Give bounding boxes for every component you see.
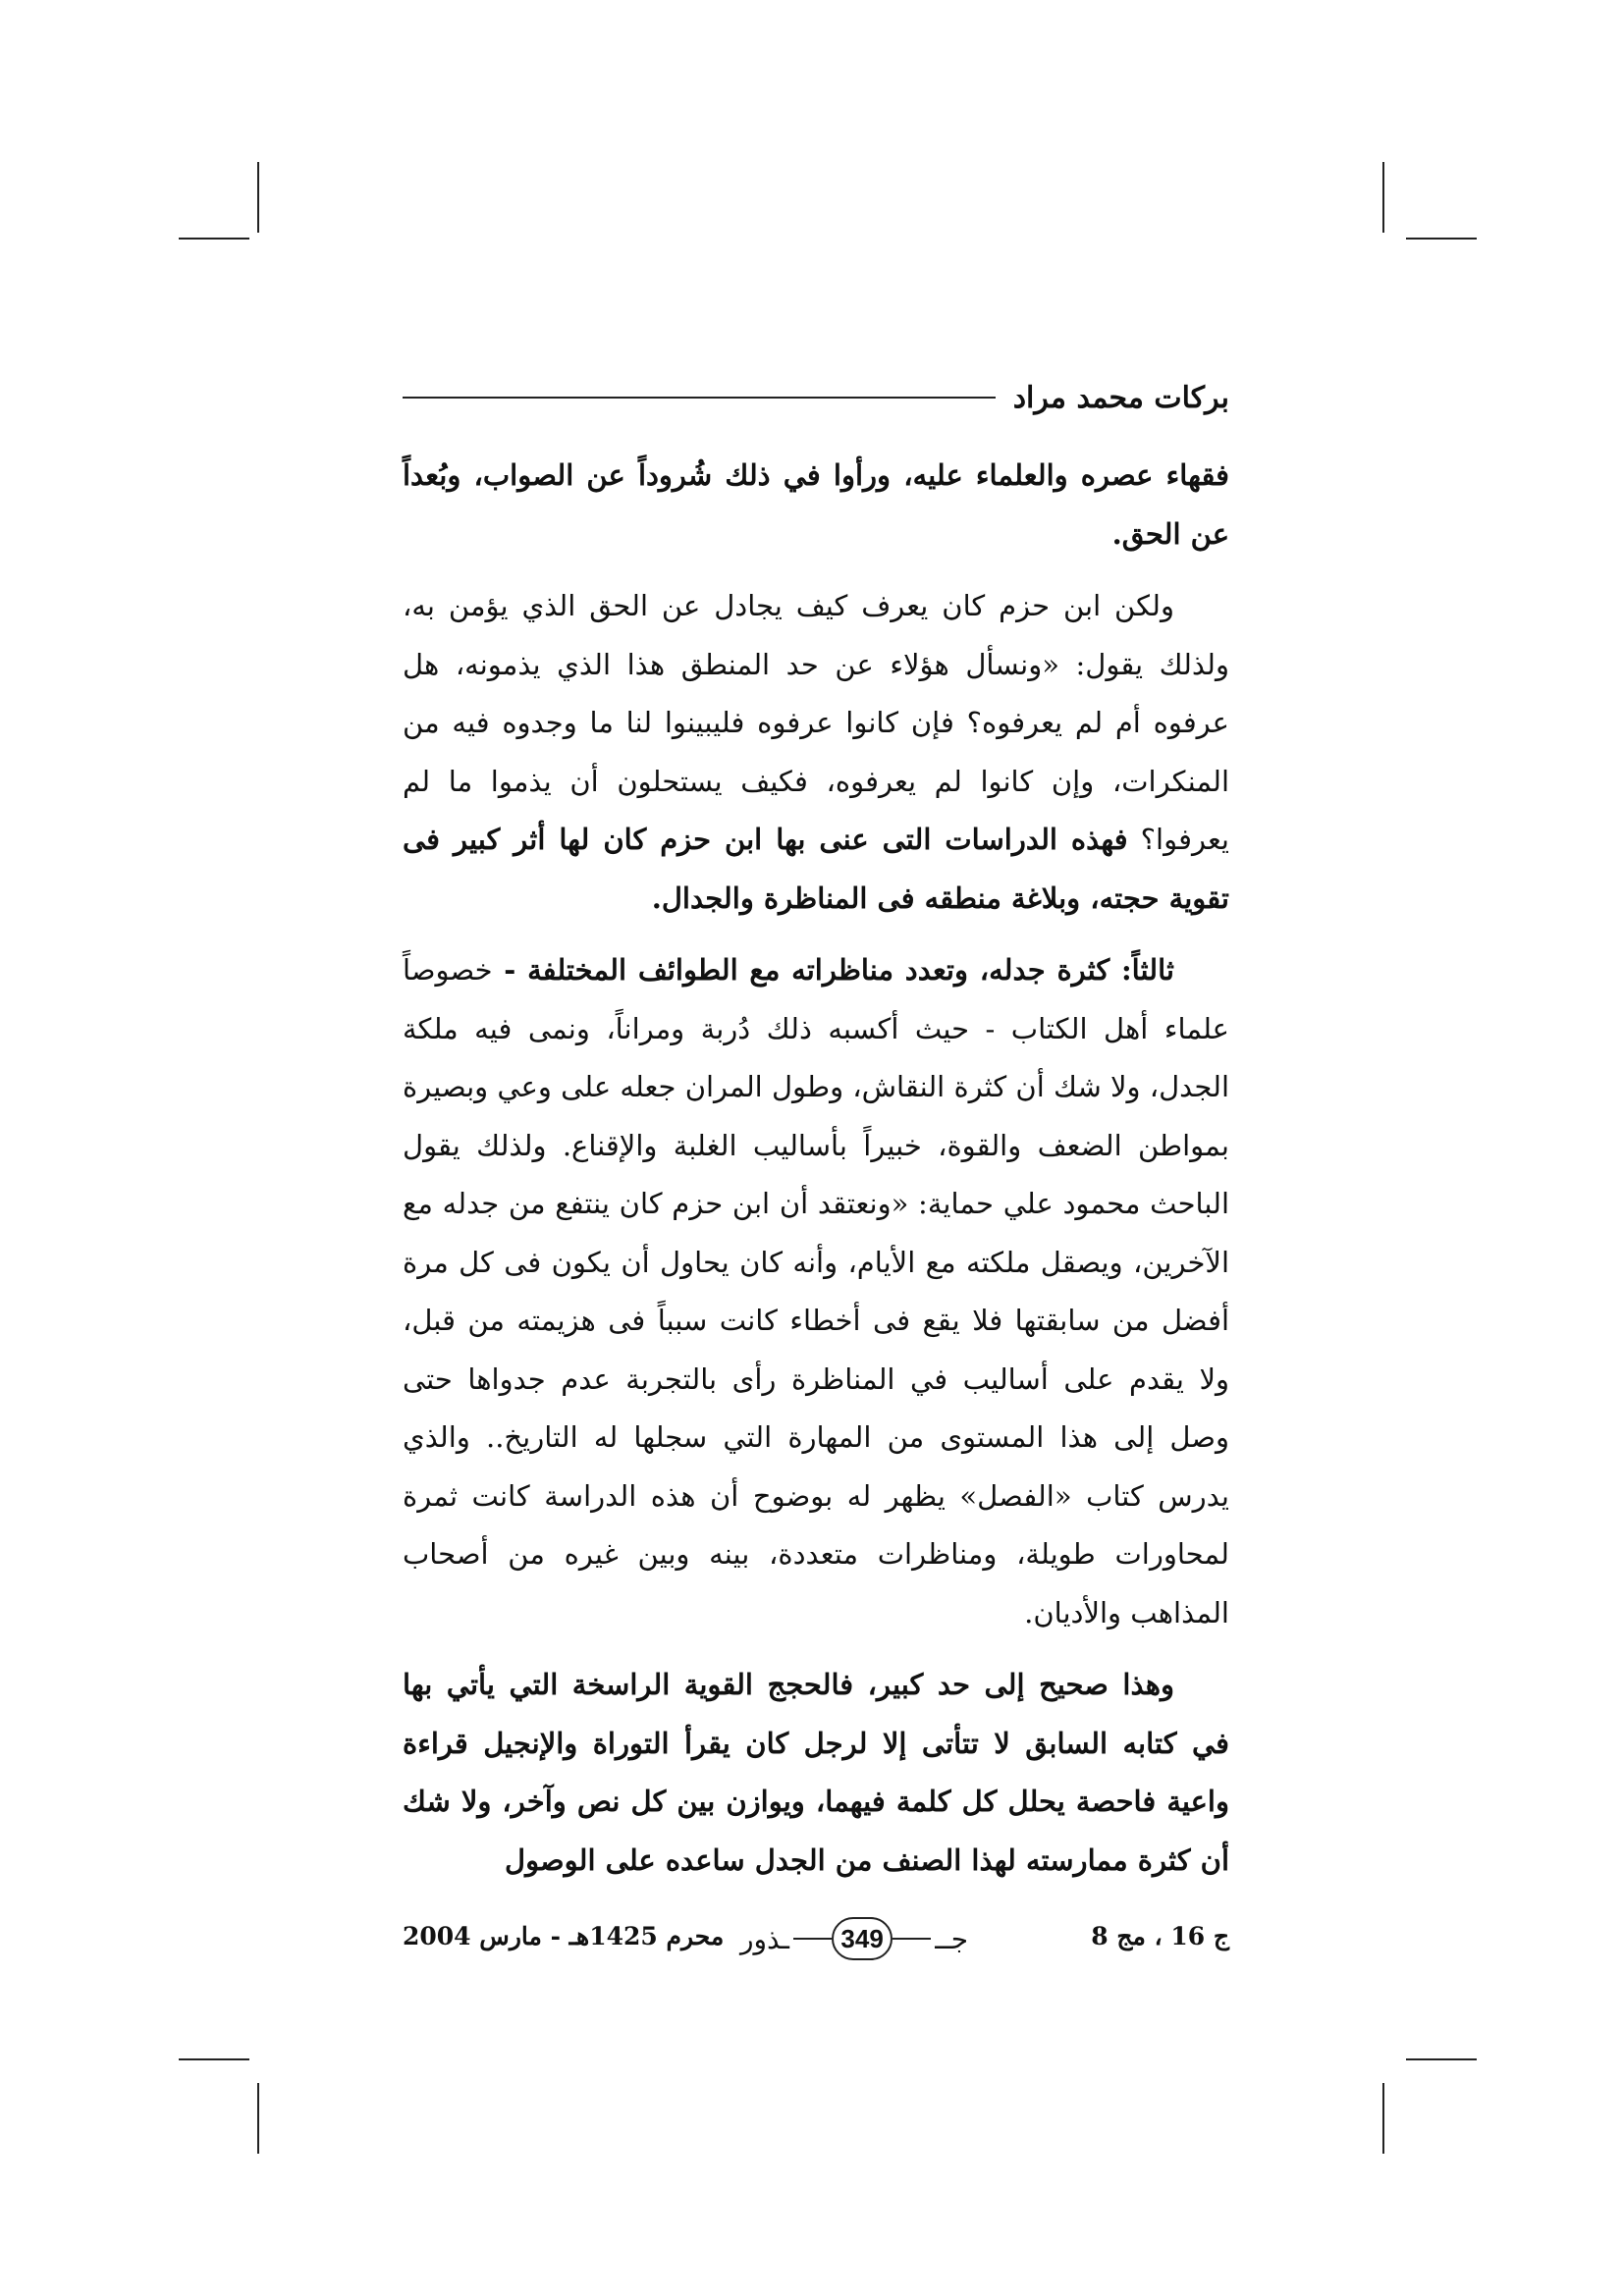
crop-mark-top-left-vertical (257, 162, 259, 233)
header-rule (403, 397, 996, 399)
crop-mark-top-right-horizontal (1406, 238, 1477, 240)
issue-date: محرم 1425هـ - مارس 2004 (403, 1922, 725, 1950)
author-name: بركات محمد مراد (1012, 380, 1229, 415)
journal-name-right-part: ـذور (740, 1922, 789, 1955)
text-segment: ثالثاً: كثرة جدله، وتعدد مناظراته مع الطوائف المختلفة - (492, 953, 1174, 987)
page-body (403, 447, 1229, 1890)
journal-rule-right (893, 1938, 931, 1940)
text-segment: فقهاء عصره والعلماء عليه، ورأوا في ذلك شُروداً عن الصواب، وبُعداً عن الحق. (403, 458, 1229, 551)
journal-rule-left (793, 1938, 832, 1940)
issue-info: ج 16 ، مج 8 (1091, 1922, 1229, 1950)
paragraph-3 (403, 941, 1229, 1642)
crop-mark-top-right-vertical (1382, 162, 1384, 233)
paragraph-4 (403, 1656, 1229, 1890)
crop-mark-bottom-left-horizontal (179, 2058, 249, 2060)
journal-logo (736, 1914, 972, 1963)
text-segment: فهذه الدراسات التى عنى بها ابن حزم كان لها أثر كبير فى تقوية حجته، وبلاغة منطقه فى المناظرة والجدال. (403, 823, 1229, 915)
crop-mark-top-left-horizontal (179, 238, 249, 240)
page-footer (403, 1914, 1229, 1963)
crop-mark-bottom-right-horizontal (1406, 2058, 1477, 2060)
journal-name-left-part: جــ (935, 1922, 968, 1955)
text-segment: ولكن ابن حزم كان يعرف كيف يجادل عن الحق الذي يؤمن به، ولذلك يقول: «ونسأل هؤلاء عن حد المنطق هذا الذي يذمونه، هل عرفوه أم لم يعرفوه؟ فإن كانوا عرفوه فليبينوا لنا ما وجدوه فيه من المنكرات، وإن كانوا لم يعرفوه، فكيف يستحلون أن يذموا ما لم يعرفوا؟ (403, 589, 1230, 856)
running-header (403, 373, 1229, 422)
page-number: 349 (832, 1917, 893, 1960)
text-segment: خصوصاً علماء أهل الكتاب - حيث أكسبه ذلك دُربة ومراناً، ونمى فيه ملكة الجدل، ولا شك أن كثرة النقاش، وطول المران جعله على وعي وبصيرة بمواطن الضعف والقوة، خبيراً بأساليب الغلبة والإقناع. ولذلك يقول الباحث محمود علي حماية: «ونعتقد أن ابن حزم كان ينتفع من جدله مع الآخرين، ويصقل ملكته مع الأيام، وأنه كان يحاول أن يكون فى كل مرة أفضل من سابقتها فلا يقع فى أخطاء كانت سبباً فى هزيمته من قبل، ولا يقدم على أساليب في المناظرة رأى بالتجربة عدم جدواها حتى وصل إلى هذا المستوى من المهارة التي سجلها له التاريخ.. والذي يدرس كتاب «الفصل» يظهر له بوضوح أن هذه الدراسة كانت ثمرة لمحاورات طويلة، ومناظرات متعددة، بينه وبين غيره من أصحاب المذاهب والأديان. (403, 953, 1230, 1629)
paragraph-2 (403, 577, 1229, 928)
crop-mark-bottom-right-vertical (1382, 2083, 1384, 2154)
paragraph-1 (403, 447, 1229, 563)
crop-mark-bottom-left-vertical (257, 2083, 259, 2154)
text-segment: وهذا صحيح إلى حد كبير، فالحجج القوية الراسخة التي يأتي بها في كتابه السابق لا تتأتى إلا لرجل كان يقرأ التوراة والإنجيل قراءة واعية فاحصة يحلل كل كلمة فيهما، ويوازن بين كل نص وآخر، ولا شك أن كثرة ممارسته لهذا الصنف من الجدل ساعده على الوصول (403, 1668, 1229, 1877)
